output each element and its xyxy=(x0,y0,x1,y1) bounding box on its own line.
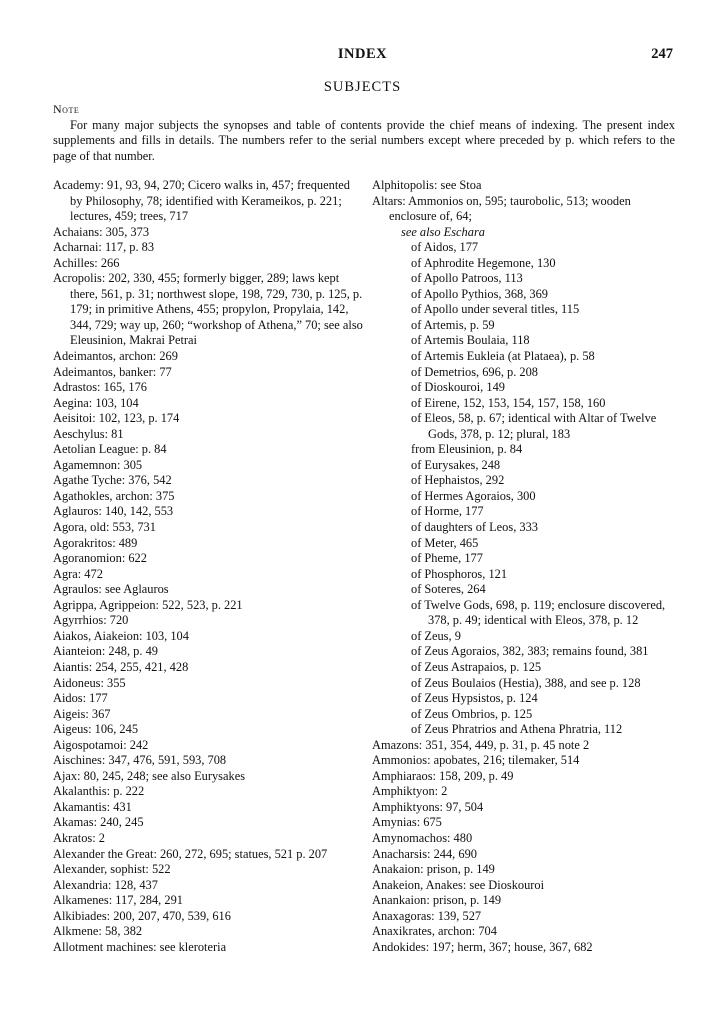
index-subentry: of Eleos, 58, p. 67; identical with Altar of Twelve Gods, 378, p. 12; plural, 183 xyxy=(411,411,657,441)
index-entry: Acharnai: 117, p. 83 xyxy=(53,240,155,255)
index-subentry: of Aidos, 177 xyxy=(411,240,479,255)
index-subentry: of Eirene, 152, 153, 154, 157, 158, 160 xyxy=(411,395,606,410)
index-entry: Aglauros: 140, 142, 553 xyxy=(53,504,174,519)
index-entry: Agamemnon: 305 xyxy=(53,457,143,472)
index-entry: Aeschylus: 81 xyxy=(53,426,124,441)
index-column-right xyxy=(372,178,677,955)
index-subentry: of Zeus Phratrios and Athena Phratria, 112 xyxy=(411,722,623,737)
index-entry: Agathokles, archon: 375 xyxy=(53,488,175,503)
index-entry: Amynomachos: 480 xyxy=(372,830,473,845)
index-subentry: of Hermes Agoraios, 300 xyxy=(411,488,536,503)
index-entry: Agorakritos: 489 xyxy=(53,535,138,550)
section-title: SUBJECTS xyxy=(323,79,402,95)
index-subentry: of Zeus Boulaios (Hestia), 388, and see p. 128 xyxy=(411,675,641,690)
index-entry: Alexandria: 128, 437 xyxy=(53,877,158,892)
index-entry: Adeimantos, banker: 77 xyxy=(53,364,172,379)
index-subentry: of Dioskouroi, 149 xyxy=(411,380,505,395)
index-entry: Alkmene: 58, 382 xyxy=(53,924,143,939)
index-column-left xyxy=(53,178,363,955)
index-entry: Altars: Ammonios on, 595; taurobolic, 513; wooden enclosure of, 64; xyxy=(372,193,631,224)
index-entry: Agra: 472 xyxy=(53,566,103,581)
index-subentry: of Artemis, p. 59 xyxy=(411,317,495,332)
index-entry: Aigeus: 106, 245 xyxy=(53,722,139,737)
index-entry: Aigeis: 367 xyxy=(53,706,111,721)
index-entry: Aischines: 347, 476, 591, 593, 708 xyxy=(53,753,227,768)
index-subentry: of Artemis Eukleia (at Plataea), p. 58 xyxy=(411,349,595,364)
index-entry: Aidos: 177 xyxy=(53,691,108,706)
index-entry: Andokides: 197; herm, 367; house, 367, 682 xyxy=(372,939,593,954)
index-entry: Alkamenes: 117, 284, 291 xyxy=(53,893,183,908)
index-entry: Anaxagoras: 139, 527 xyxy=(372,908,482,923)
index-entry: Alkibiades: 200, 207, 470, 539, 616 xyxy=(53,908,231,923)
index-subentry: of Zeus, 9 xyxy=(411,628,461,643)
index-subentry: of Soteres, 264 xyxy=(411,582,486,597)
index-subentry: of Eurysakes, 248 xyxy=(411,457,501,472)
index-entry: Anankaion: prison, p. 149 xyxy=(372,893,502,908)
index-entry: Agrippa, Agrippeion: 522, 523, p. 221 xyxy=(53,597,243,612)
index-subentry: of Aphrodite Hegemone, 130 xyxy=(411,255,556,270)
index-entry: Ammonios: apobates, 216; tilemaker, 514 xyxy=(372,753,580,768)
index-entry: Agyrrhios: 720 xyxy=(53,613,129,628)
index-subentry: of Twelve Gods, 698, p. 119; enclosure discovered, 378, p. 49; identical with Eleos, 378, p. 12 xyxy=(411,597,666,628)
index-entry: Anakaion: prison, p. 149 xyxy=(372,862,495,877)
index-subentry: of Zeus Ombrios, p. 125 xyxy=(411,706,533,721)
page-number: 247 xyxy=(651,46,673,62)
index-entry: Aianteion: 248, p. 49 xyxy=(53,644,158,659)
index-subentry: of Zeus Hypsistos, p. 124 xyxy=(411,691,538,706)
index-entry: Akalanthis: p. 222 xyxy=(53,784,145,799)
index-entry: Amphiktyons: 97, 504 xyxy=(372,799,484,814)
index-entry: Amphiaraos: 158, 209, p. 49 xyxy=(372,768,514,783)
index-entry: Amphiktyon: 2 xyxy=(372,784,448,799)
index-subentry: of Apollo under several titles, 115 xyxy=(411,302,580,317)
index-entry: Amazons: 351, 354, 449, p. 31, p. 45 note 2 xyxy=(372,737,590,752)
index-entry: Aiakos, Aiakeion: 103, 104 xyxy=(53,628,189,643)
index-subentry: from Eleusinion, p. 84 xyxy=(411,442,523,457)
index-subentry: of Zeus Astrapaios, p. 125 xyxy=(411,659,542,674)
index-entry: Achaians: 305, 373 xyxy=(53,224,150,239)
index-entry: Aeisitoi: 102, 123, p. 174 xyxy=(53,411,180,426)
index-subentry: see also Eschara xyxy=(401,224,485,239)
index-subentry: of Phosphoros, 121 xyxy=(411,566,508,581)
page-header xyxy=(0,47,725,67)
index-entry: Ajax: 80, 245, 248; see also Eurysakes xyxy=(53,768,246,783)
index-subentry: of Demetrios, 696, p. 208 xyxy=(411,364,538,379)
index-entry: Anacharsis: 244, 690 xyxy=(372,846,477,861)
index-entry: Anaxikrates, archon: 704 xyxy=(372,924,497,939)
index-entry: Academy: 91, 93, 94, 270; Cicero walks in, 457; frequented by Philosophy, 78; identified with Kerameikos, p. 221; lectures, 459; trees, 717 xyxy=(53,178,350,224)
index-entry: Adeimantos, archon: 269 xyxy=(53,349,178,364)
index-entry: Aegina: 103, 104 xyxy=(53,395,139,410)
index-entry: Agathe Tyche: 376, 542 xyxy=(53,473,172,488)
index-entry: Alphitopolis: see Stoa xyxy=(372,178,482,192)
index-entry: Akamantis: 431 xyxy=(53,799,132,814)
index-subentry: of Apollo Patroos, 113 xyxy=(411,271,523,286)
index-entry: Allotment machines: see kleroteria xyxy=(53,939,227,954)
index-entry: Akamas: 240, 245 xyxy=(53,815,144,830)
index-entry: Anakeion, Anakes: see Dioskouroi xyxy=(372,877,545,892)
index-subentry: of Apollo Pythios, 368, 369 xyxy=(411,286,548,301)
index-entry: Aidoneus: 355 xyxy=(53,675,126,690)
index-subentry: of Meter, 465 xyxy=(411,535,479,550)
index-subentry: of Zeus Agoraios, 382, 383; remains found, 381 xyxy=(411,644,649,659)
index-entry: Agoranomion: 622 xyxy=(53,551,147,566)
index-entry: Aetolian League: p. 84 xyxy=(53,442,167,457)
index-entry: Alexander the Great: 260, 272, 695; statues, 521 p. 207 xyxy=(53,846,328,861)
note-text: For many major subjects the synopses and table of contents provide the chief means of indexing. The present index supplements and fills in details. The numbers refer to the serial numbers except where preceded by p. which refers to the page of that number. xyxy=(53,117,675,163)
index-entry: Akratos: 2 xyxy=(53,830,105,845)
index-subentry: of Pheme, 177 xyxy=(411,551,483,566)
index-entry: Aiantis: 254, 255, 421, 428 xyxy=(53,659,189,674)
index-subentry: of Horme, 177 xyxy=(411,504,484,519)
index-entry: Achilles: 266 xyxy=(53,255,120,270)
index-entry: Agraulos: see Aglauros xyxy=(53,582,169,597)
index-subentry: of Hephaistos, 292 xyxy=(411,473,505,488)
running-title: INDEX xyxy=(337,46,388,62)
index-entry: Aigospotamoi: 242 xyxy=(53,737,149,752)
index-note xyxy=(53,102,675,164)
note-label: Note xyxy=(53,102,80,116)
index-subentry: of Artemis Boulaia, 118 xyxy=(411,333,530,348)
index-subentry: of daughters of Leos, 333 xyxy=(411,520,538,535)
index-entry: Adrastos: 165, 176 xyxy=(53,380,147,395)
index-entry: Acropolis: 202, 330, 455; formerly bigger, 289; laws kept there, 561, p. 31; northwest slope, 198, 729, 730, p. 125, p. 179; in primitive Athens, 455; propylon, Propylaia, 142, 344, 729; way up, 260; “workshop of Athena,” 70; see also Eleusinion, Makrai Petrai xyxy=(53,271,363,348)
index-entry: Alexander, sophist: 522 xyxy=(53,862,171,877)
index-entry: Agora, old: 553, 731 xyxy=(53,520,156,535)
index-entry: Amynias: 675 xyxy=(372,815,442,830)
